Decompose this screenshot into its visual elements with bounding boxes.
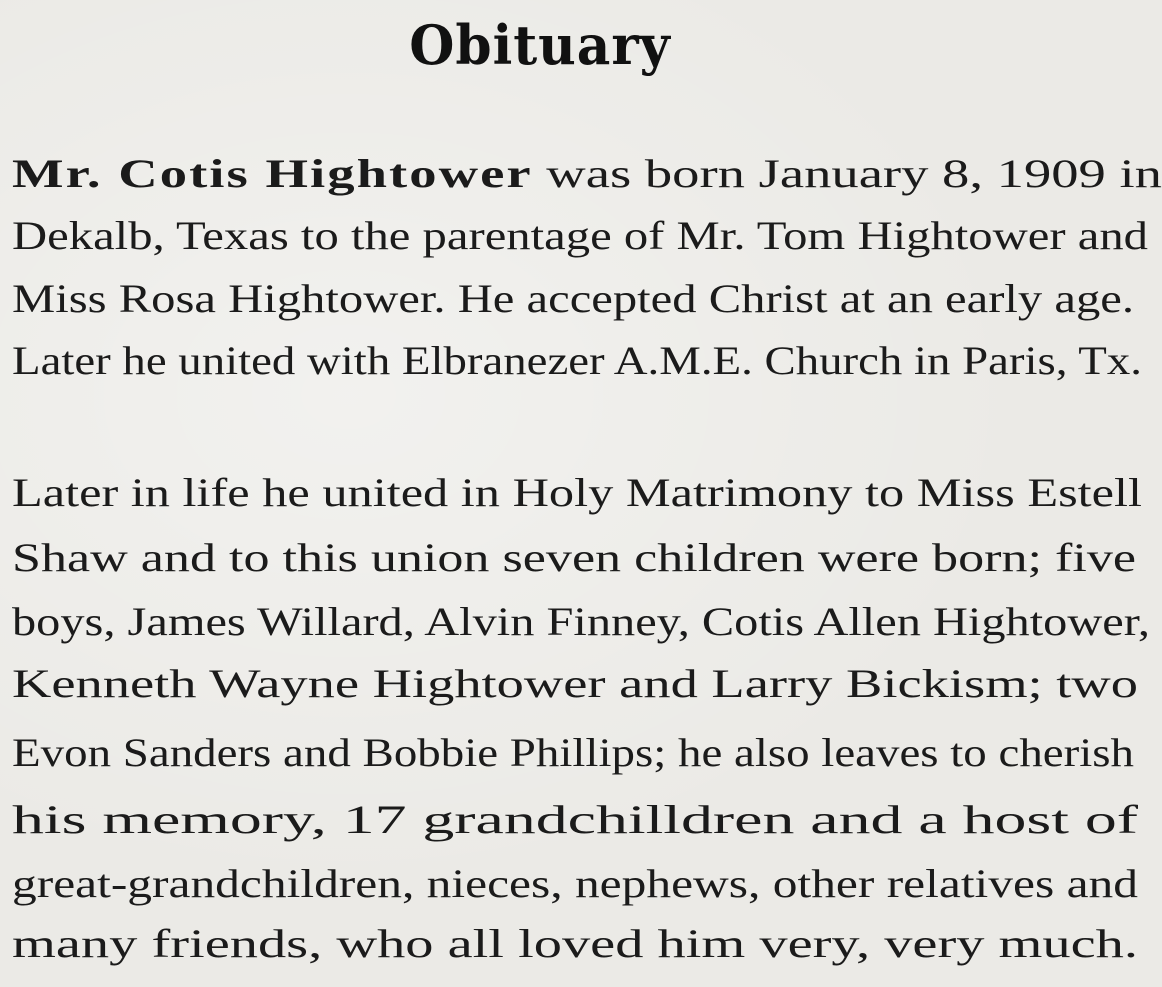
- paragraph-2-line-2: Shaw and to this union seven children were born; five: [12, 535, 1136, 580]
- paragraph-2-line-3: boys, James Willard, Alvin Finney, Cotis Allen Hightower,: [12, 599, 1150, 644]
- deceased-name: Mr. Cotis Hightower: [12, 151, 533, 196]
- paragraph-2-line-6: his memory, 17 grandchilldren and a host of: [12, 797, 1138, 842]
- paragraph-1-line-4: Later he united with Elbranezer A.M.E. Church in Paris, Tx.: [12, 338, 1142, 383]
- paragraph-1-line-1: [12, 150, 1162, 198]
- paragraph-2-line-4: Kenneth Wayne Hightower and Larry Bickism; two: [12, 661, 1138, 706]
- paragraph-1-line-3: Miss Rosa Hightower. He accepted Christ at an early age.: [12, 276, 1134, 321]
- paragraph-2-line-8: many friends, who all loved him very, very much.: [12, 921, 1138, 966]
- paragraph-2-line-1: Later in life he united in Holy Matrimony to Miss Estell: [12, 470, 1142, 515]
- paragraph-2-line-7: great-grandchildren, nieces, nephews, other relatives and: [12, 861, 1138, 906]
- paragraph-2-line-5: Evon Sanders and Bobbie Phillips; he also leaves to cherish: [12, 730, 1134, 775]
- page-title: Obituary: [409, 13, 671, 77]
- birth-text: was born January 8, 1909 in: [532, 151, 1162, 196]
- paragraph-1-line-2: Dekalb, Texas to the parentage of Mr. Tom Hightower and: [12, 213, 1148, 258]
